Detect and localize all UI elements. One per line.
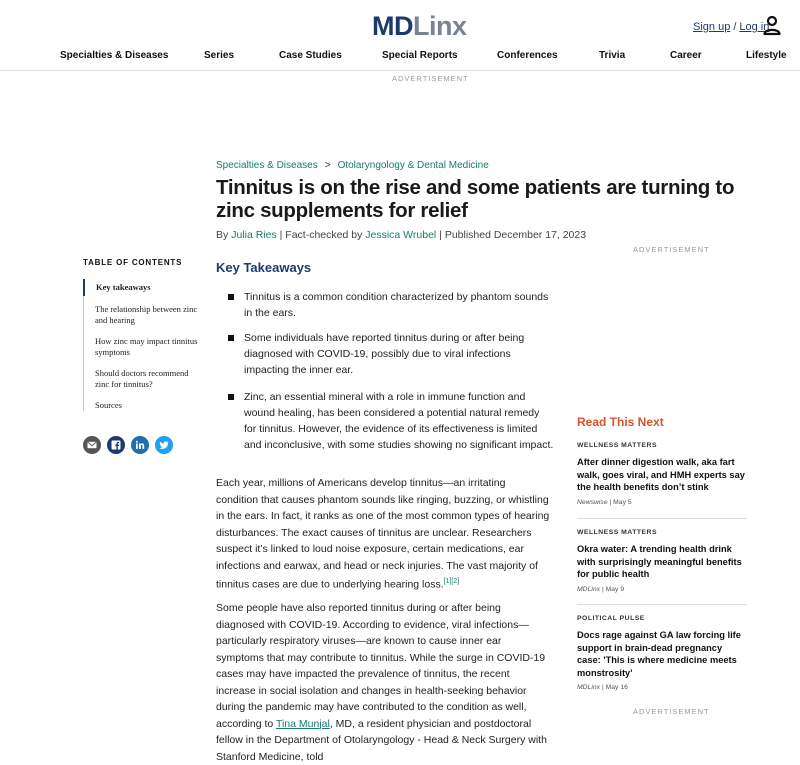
published-date: | Published December 17, 2023 — [439, 229, 587, 241]
author-link[interactable]: Julia Ries — [231, 229, 277, 241]
linkedin-share-button[interactable] — [131, 436, 149, 454]
breadcrumb-separator: > — [324, 160, 331, 171]
logo-md: MD — [372, 11, 413, 41]
read-next-card[interactable] — [577, 615, 747, 691]
square-bullet-icon — [228, 294, 234, 300]
byline-prefix: By — [216, 229, 229, 241]
card-headline[interactable]: Docs rage against GA law forcing life support in brain-dead pregnancy case: 'This is where medicine meets monstrosity' — [577, 630, 741, 678]
paragraph-2-text-before: Some people have also reported tinnitus during or after being diagnosed with COVID-19. According to evidence, viral infections—particularly respiratory viruses—are known to cause inner ear symptoms that may contribute to tinnitus. While the surge in COVID-19 cases may have impacted the prevalence of tinnitus, the recent increase in social isolation and changes in health-seeking behavior during the pandemic may have contributed to the condition as well, according to — [216, 602, 546, 730]
card-divider — [577, 518, 747, 519]
toc-item-zinc-hearing[interactable]: The relationship between zinc and hearing — [95, 304, 198, 325]
card-kicker: WELLNESS MATTERS — [577, 529, 657, 536]
takeaway-text: Zinc, an essential mineral with a role in immune function and wound healing, has been considered a potential natural remedy for tinnitus. However, the evidence of its effectiveness is limited and inconclusive, with some studies showing no significant impact. — [244, 391, 554, 451]
card-headline[interactable]: After dinner digestion walk, aka fart walk, goes viral, and HMH experts say the health benefits don’t stink — [577, 457, 745, 492]
factcheck-prefix: | Fact-checked by — [279, 229, 363, 241]
read-next-card[interactable] — [577, 529, 747, 593]
factchecker-link[interactable]: Jessica Wrubel — [365, 229, 437, 241]
toc-title: TABLE OF CONTENTS — [83, 258, 183, 267]
tina-munjal-link[interactable]: Tina Munjal — [275, 717, 330, 730]
square-bullet-icon — [228, 335, 234, 341]
card-date: | May 9 — [601, 585, 625, 593]
takeaway-item — [244, 330, 554, 378]
body-paragraph-1 — [216, 475, 550, 593]
advertisement-label-right: ADVERTISEMENT — [633, 245, 710, 254]
toc-list — [83, 279, 203, 411]
card-source: Newswise — [577, 498, 608, 506]
takeaway-text: Tinnitus is a common condition characterized by phantom sounds in the ears. — [244, 291, 549, 319]
email-icon — [87, 440, 97, 450]
card-source: MDLinx — [577, 585, 601, 593]
toc-item-zinc-impact[interactable]: How zinc may impact tinnitus symptoms — [95, 336, 198, 357]
card-source: MDLinx — [577, 684, 601, 691]
toc-item-recommend-zinc[interactable]: Should doctors recommend zinc for tinnitus? — [95, 368, 189, 389]
advertisement-label-top: ADVERTISEMENT — [392, 74, 469, 83]
share-buttons — [83, 436, 183, 456]
breadcrumb-otolaryngology[interactable]: Otolaryngology & Dental Medicine — [337, 160, 489, 171]
signup-link[interactable]: Sign up — [693, 21, 731, 33]
linkedin-icon — [135, 440, 145, 450]
paragraph-1-text: Each year, millions of Americans develop tinnitus—an irritating condition that causes phantom sounds like ringing, buzzing, or whistling in the ears. In fact, it ranks as one of the most common types of hearing disturbances. The exact causes of tinnitus are unclear. Researchers suspect it’s linked to loud noise exposure, certain medications, ear infections and earwax, and head or neck injuries. The vast majority of tinnitus cases are due to underlying hearing loss. — [216, 477, 550, 591]
nav-series[interactable]: Series — [204, 50, 235, 61]
user-account-icon[interactable] — [762, 15, 782, 35]
byline — [216, 229, 586, 241]
auth-links — [693, 21, 769, 33]
nav-specialties[interactable]: Specialties & Diseases — [60, 50, 169, 61]
logo-linx: Linx — [413, 11, 467, 41]
nav-career[interactable]: Career — [670, 50, 702, 61]
site-header — [0, 0, 800, 71]
facebook-share-button[interactable] — [107, 436, 125, 454]
toc-item-key-takeaways[interactable]: Key takeaways — [83, 279, 203, 296]
advertisement-label-bottom: ADVERTISEMENT — [633, 707, 710, 716]
email-share-button[interactable] — [83, 436, 101, 454]
card-divider — [577, 604, 747, 605]
nav-case-studies[interactable]: Case Studies — [279, 50, 342, 61]
takeaway-text: Some individuals have reported tinnitus during or after being diagnosed with COVID-19, possibly due to viral infections impacting the inner ear. — [244, 332, 525, 376]
body-paragraph-2 — [216, 600, 550, 765]
breadcrumb-specialties[interactable]: Specialties & Diseases — [216, 160, 318, 171]
twitter-icon — [159, 440, 169, 450]
nav-conferences[interactable]: Conferences — [497, 50, 558, 61]
article-title: Tinnitus is on the rise and some patients are turning to zinc supplements for relief — [216, 176, 735, 222]
square-bullet-icon — [228, 394, 234, 400]
citation-refs[interactable]: [1][2] — [443, 578, 460, 585]
card-date: | May 16 — [601, 684, 628, 691]
breadcrumb — [216, 160, 489, 171]
facebook-icon — [111, 440, 121, 450]
login-link[interactable]: Log in — [739, 21, 770, 33]
key-takeaways-heading: Key Takeaways — [216, 260, 312, 275]
read-this-next-heading: Read This Next — [577, 415, 664, 429]
auth-separator: / — [733, 21, 737, 33]
card-meta — [577, 499, 747, 506]
takeaway-item — [244, 289, 554, 321]
card-meta — [577, 586, 747, 593]
table-of-contents — [83, 258, 203, 421]
twitter-share-button[interactable] — [155, 436, 173, 454]
nav-lifestyle[interactable]: Lifestyle — [746, 50, 787, 61]
mdlinx-logo[interactable] — [372, 11, 467, 42]
main-nav — [0, 50, 800, 64]
card-kicker: POLITICAL PULSE — [577, 615, 645, 622]
toc-item-sources[interactable]: Sources — [95, 400, 122, 410]
card-kicker: WELLNESS MATTERS — [577, 442, 657, 449]
paragraph-2-text-after: , MD, a resident physician and postdoctoral fellow in the Department of Otolaryngology - Head & Neck Surgery with Stanford Medicine, told — [216, 717, 547, 763]
card-headline[interactable]: Okra water: A trending health drink with surprisingly meaningful benefits for public health — [577, 544, 742, 579]
takeaway-item — [244, 389, 554, 453]
read-next-card[interactable] — [577, 442, 747, 506]
card-date: | May 5 — [609, 498, 632, 506]
card-meta — [577, 684, 747, 691]
nav-special-reports[interactable]: Special Reports — [382, 50, 458, 61]
nav-trivia[interactable]: Trivia — [599, 50, 626, 61]
